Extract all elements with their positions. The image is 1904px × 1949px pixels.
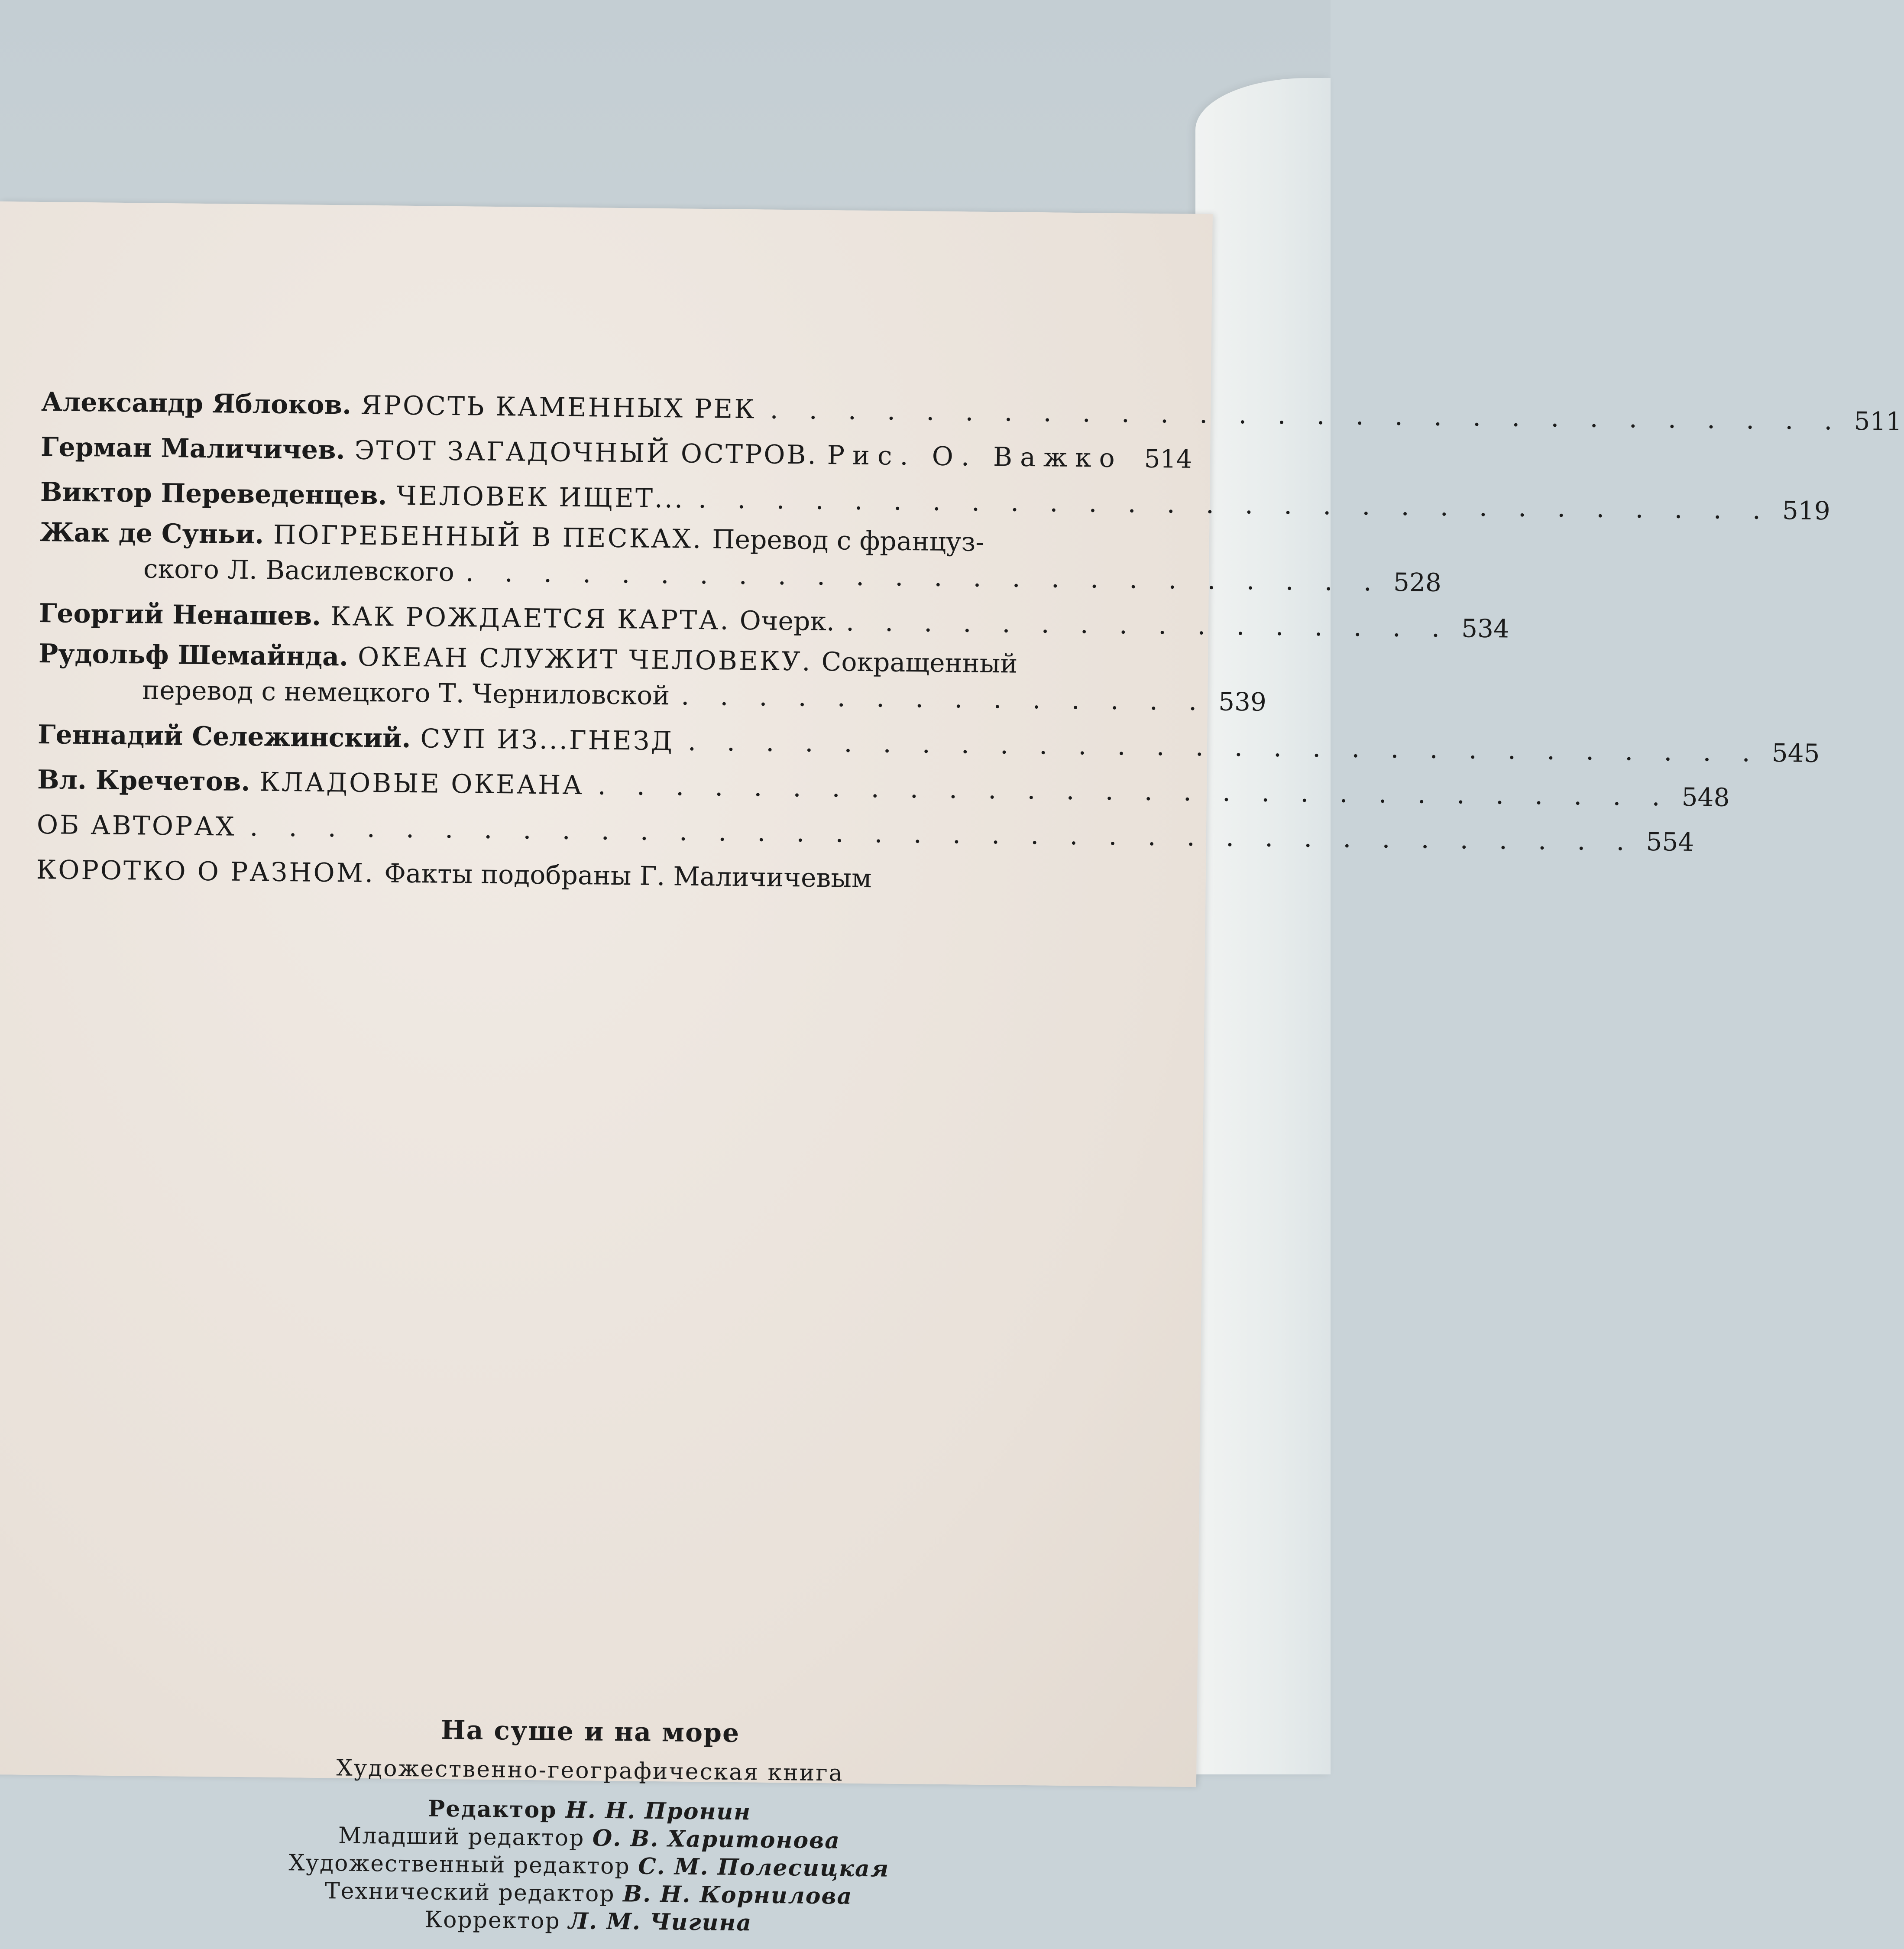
toc-author: Георгий Ненашев. bbox=[39, 598, 321, 632]
table-of-contents bbox=[36, 379, 1902, 905]
toc-note: Очерк. bbox=[739, 605, 835, 637]
junior-editor-label: Младший редактор bbox=[338, 1823, 585, 1852]
toc-entry bbox=[38, 636, 1267, 724]
dot-leader: . . . . . . . . . . . . . . . . . . . . . . . . . . . . bbox=[597, 770, 1672, 812]
toc-page-number: 548 bbox=[1681, 782, 1730, 812]
toc-title: ПОГРЕБЕННЫЙ В ПЕСКАХ. bbox=[273, 519, 703, 555]
colophon bbox=[0, 1705, 1197, 1942]
toc-title: КЛАДОВЫЕ ОКЕАНА bbox=[259, 767, 584, 801]
toc-author: Рудольф Шемайнда. bbox=[38, 638, 349, 672]
toc-page-number: 511 bbox=[1854, 406, 1902, 437]
dot-leader: . . . . . . . . . . . . . . . . bbox=[845, 606, 1451, 644]
toc-note: Факты подобраны Г. Маличичевым bbox=[384, 858, 872, 894]
dot-leader: . . . . . . . . . . . . . . . . . . . . . . . . bbox=[465, 557, 1383, 597]
toc-note: Сокращенный bbox=[821, 646, 1018, 679]
book-subtitle: Художественно-географическая книга bbox=[336, 1755, 844, 1787]
book-page bbox=[0, 201, 1902, 1936]
toc-title: ОБ АВТОРАХ bbox=[36, 809, 236, 842]
toc-page-number: 534 bbox=[1461, 613, 1510, 644]
junior-editor-name: О. В. Харитонова bbox=[592, 1825, 841, 1854]
dot-leader: . . . . . . . . . . . . . . . . . . . . . . . . . . . . bbox=[698, 483, 1772, 525]
toc-author: Виктор Переведенцев. bbox=[40, 477, 387, 511]
art-editor-name: С. М. Полесицкая bbox=[638, 1853, 890, 1882]
dot-leader: . . . . . . . . . . . . . . . . . . . . . . . . . . . . bbox=[770, 394, 1844, 436]
corrector-label: Корректор bbox=[424, 1907, 560, 1934]
toc-title: ЧЕЛОВЕК ИЩЕТ... bbox=[396, 480, 685, 514]
toc-author: Вл. Кречетов. bbox=[37, 764, 250, 798]
corrector-name: Л. М. Чигина bbox=[568, 1907, 752, 1936]
editor-label: Редактор bbox=[427, 1795, 557, 1823]
toc-note: Рис. О. Важко bbox=[827, 440, 1123, 474]
toc-page-number: 514 bbox=[1144, 444, 1192, 474]
toc-page-number: 528 bbox=[1393, 567, 1442, 597]
editor-name: Н. Н. Пронин bbox=[565, 1797, 751, 1826]
toc-title: ЭТОТ ЗАГАДОЧНЫЙ ОСТРОВ. bbox=[354, 435, 818, 470]
dot-leader: . . . . . . . . . . . . . . . . . . . . . . . . . . . . . . . . . . . . bbox=[249, 812, 1636, 857]
toc-title: СУП ИЗ...ГНЕЗД bbox=[420, 723, 674, 757]
toc-page-number: 554 bbox=[1646, 827, 1694, 857]
toc-note-continued: ского Л. Василевского bbox=[143, 554, 455, 588]
toc-title: ОКЕАН СЛУЖИТ ЧЕЛОВЕКУ. bbox=[357, 642, 812, 677]
toc-title: КОРОТКО О РАЗНОМ. bbox=[36, 854, 375, 889]
toc-author: Александр Яблоков. bbox=[41, 387, 352, 421]
art-editor-label: Художественный редактор bbox=[288, 1850, 631, 1880]
toc-title: ЯРОСТЬ КАМЕННЫХ РЕК bbox=[360, 390, 757, 425]
dot-leader: . . . . . . . . . . . . . . bbox=[680, 681, 1208, 717]
toc-author: Герман Маличичев. bbox=[40, 432, 345, 466]
dot-leader: . . . . . . . . . . . . . . . . . . . . . . . . . . . . bbox=[687, 726, 1762, 768]
toc-note: Перевод с француз- bbox=[712, 524, 984, 558]
toc-author: Геннадий Сележинский. bbox=[37, 719, 411, 754]
toc-author: Жак де Суньи. bbox=[39, 517, 264, 550]
toc-page-number: 519 bbox=[1782, 496, 1831, 526]
toc-note-continued: перевод с немецкого Т. Черниловской bbox=[142, 675, 670, 711]
toc-title: КАК РОЖДАЕТСЯ КАРТА. bbox=[330, 601, 731, 636]
toc-entry bbox=[39, 515, 1442, 603]
toc-page-number: 539 bbox=[1218, 687, 1267, 717]
book-title: На суше и на море bbox=[440, 1715, 740, 1749]
tech-editor-name: В. Н. Корнилова bbox=[622, 1881, 853, 1910]
toc-page-number: 545 bbox=[1771, 738, 1820, 769]
facing-page-edge bbox=[1195, 78, 1331, 1774]
tech-editor-label: Технический редактор bbox=[324, 1878, 615, 1907]
